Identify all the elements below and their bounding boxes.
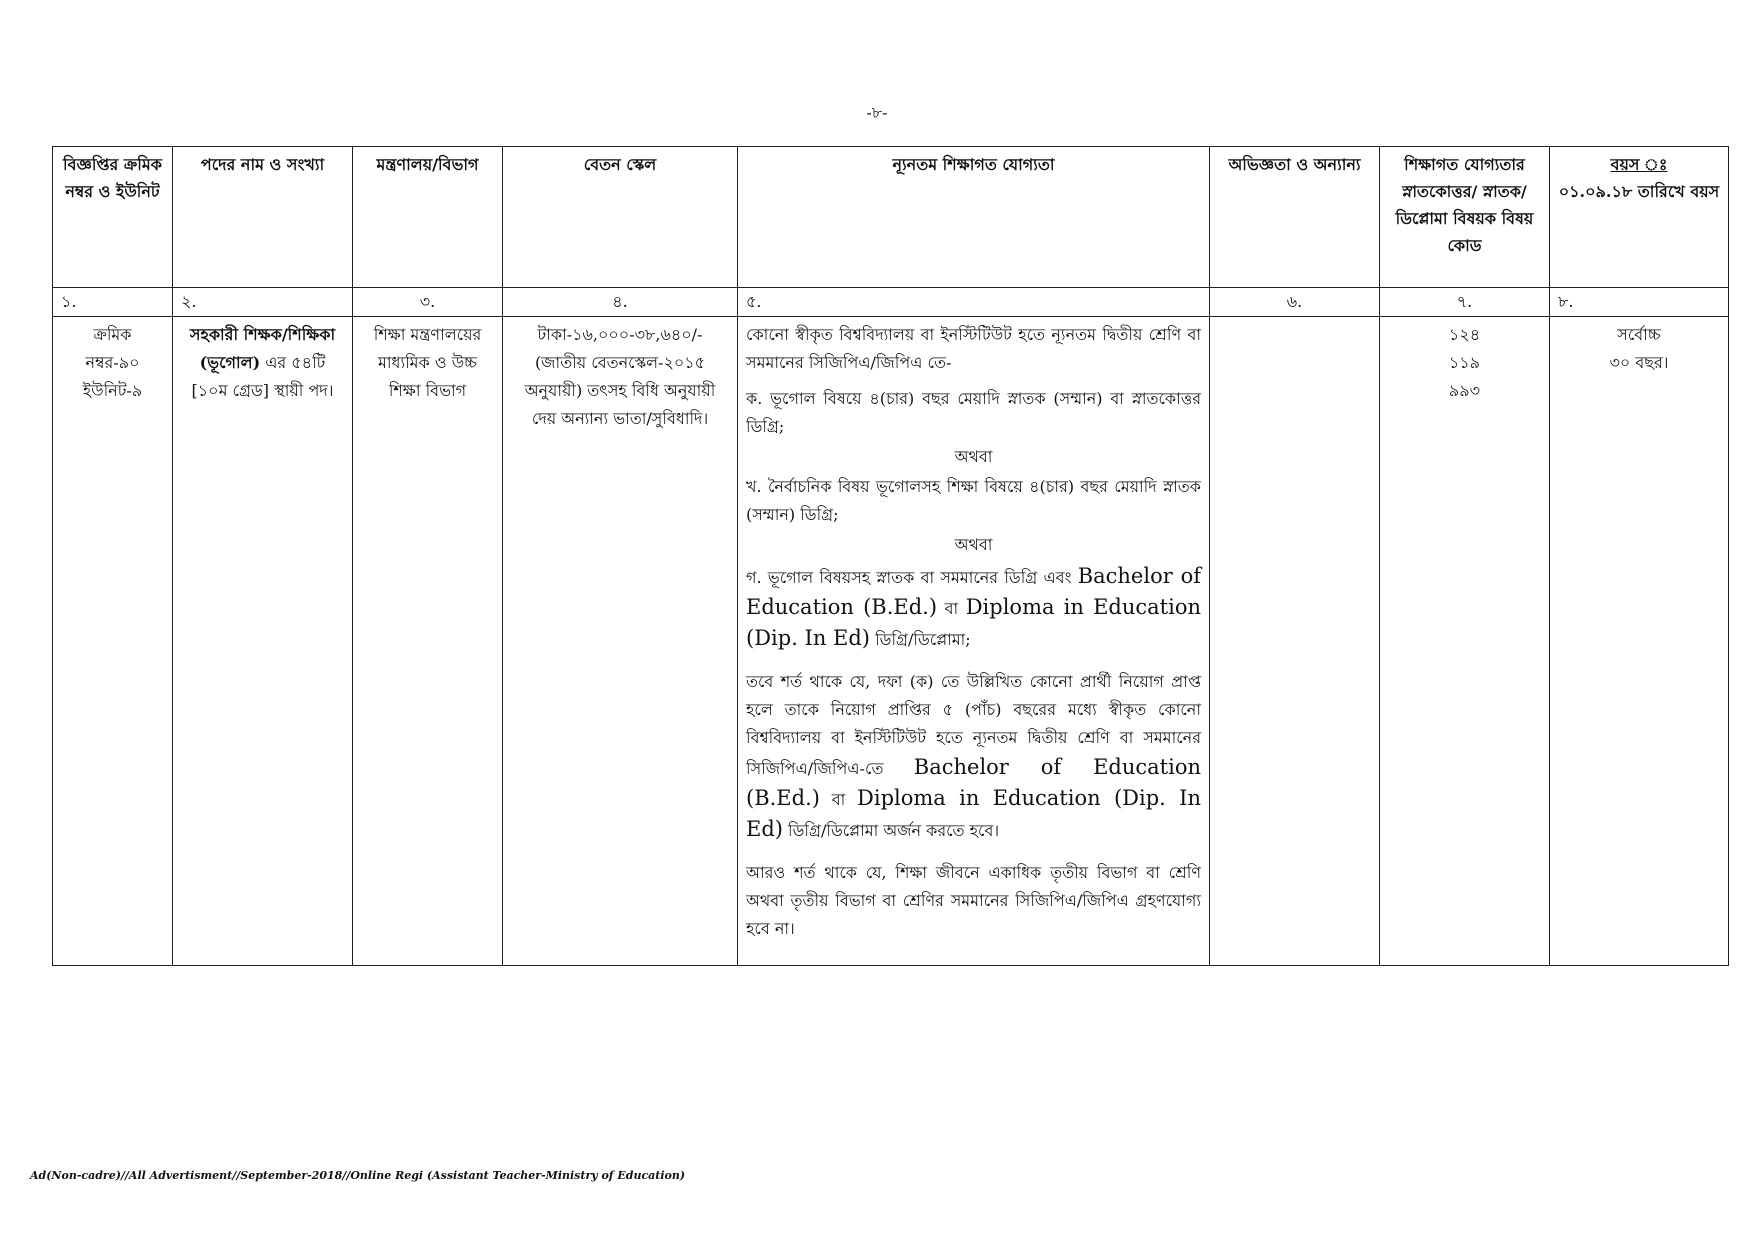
column-number-8: ৮. (1550, 288, 1729, 317)
age-limit: ৩০ বছর। (1609, 353, 1669, 372)
serial-line: ক্রমিক (93, 325, 132, 344)
post-name-cell (173, 317, 353, 966)
column-number-row (53, 288, 1729, 317)
header-post-name: পদের নাম ও সংখ্যা (173, 147, 353, 288)
or-separator: অথবা (954, 447, 993, 466)
serial-number: নম্বর-৯০ (85, 353, 140, 372)
column-number-3: ৩. (353, 288, 503, 317)
option-c-diploma: Diploma in Education (Dip. In Ed) (746, 595, 1201, 650)
option-c-bed: Bachelor of Education (B.Ed.) (746, 564, 1201, 619)
ministry-cell: শিক্ষা মন্ত্রণালয়ের মাধ্যমিক ও উচ্চ শিক্ষা বিভাগ (353, 317, 503, 966)
column-number-4: ৪. (503, 288, 738, 317)
condition-first (746, 668, 1201, 845)
serial-unit-cell (53, 317, 173, 966)
advertisement-table (52, 146, 1729, 966)
pay-scale-cell: টাকা-১৬,০০০-৩৮,৬৪০/- (জাতীয় বেতনস্কেল-২০১৫ অনুযায়ী) তৎসহ বিধি অনুযায়ী দেয় অন্যান্য ভাতা/সুবিধাদি। (503, 317, 738, 966)
page-number: -৮- (866, 103, 888, 122)
header-age (1550, 147, 1729, 288)
column-number-1: ১. (53, 288, 173, 317)
header-experience: অভিজ্ঞতা ও অন্যান্য (1210, 147, 1380, 288)
subject-code-cell (1380, 317, 1550, 966)
post-count: এর ৫৪টি [১০ম গ্রেড] স্থায়ী পদ। (191, 353, 334, 400)
header-subject-code: শিক্ষাগত যোগ্যতার স্নাতকোত্তর/ স্নাতক/ ডিপ্লোমা বিষয়ক বিষয় কোড (1380, 147, 1550, 288)
header-ministry: মন্ত্রণালয়/বিভাগ (353, 147, 503, 288)
header-qualification: ন্যূনতম শিক্ষাগত যোগ্যতা (738, 147, 1210, 288)
subject-code: ৯৯৩ (1448, 381, 1481, 400)
footer-reference: Ad(Non-cadre)//All Advertisment//September-2018//Online Regi (Assistant Teacher-Ministry of Education) (30, 1169, 686, 1182)
qualification-cell (738, 317, 1210, 966)
option-c-or-word: বা (937, 599, 966, 618)
column-number-6: ৬. (1210, 288, 1380, 317)
experience-cell (1210, 317, 1380, 966)
header-serial-unit: বিজ্ঞপ্তির ক্রমিক নম্বর ও ইউনিট (53, 147, 173, 288)
option-c-bengali: গ. ভূগোল বিষয়সহ স্নাতক বা সমমানের ডিগ্রি এবং (746, 568, 1072, 587)
post-title: সহকারী শিক্ষক/শিক্ষিকা (ভূগোল) (189, 325, 336, 372)
qualification-option-c (746, 561, 1201, 654)
unit-number: ইউনিট-৯ (82, 381, 143, 400)
column-number-7: ৭. (1380, 288, 1550, 317)
table-row (53, 317, 1729, 966)
age-label: সর্বোচ্চ (1617, 325, 1661, 344)
qualification-intro: কোনো স্বীকৃত বিশ্ববিদ্যালয় বা ইনস্টিটিউট হতে ন্যূনতম দ্বিতীয় শ্রেণি বা সমমানের সিজিপিএ/জিপিএ তে- (746, 325, 1201, 372)
subject-code: ১২৪ (1448, 325, 1481, 344)
condition-second: আরও শর্ত থাকে যে, শিক্ষা জীবনে একাধিক তৃতীয় বিভাগ বা শ্রেণি অথবা তৃতীয় বিভাগ বা শ্রেণির সমমানের সিজিপিএ/জিপিএ গ্রহণযোগ্য হবে না। (746, 863, 1201, 938)
condition-first-bengali: তবে শর্ত থাকে যে, দফা (ক) তে উল্লিখিত কোনো প্রার্থী নিয়োগ প্রাপ্ত হলে তাকে নিয়োগ প্রাপ্তির ৫ (পাঁচ) বছরের মধ্যে স্বীকৃত কোনো বিশ্ববিদ্যালয় বা ইনস্টিটিউট হতে ন্যূনতম দ্বিতীয় শ্রেণি বা সমমানের সিজিপিএ/জিপিএ-তে (746, 672, 1201, 778)
condition-first-bed: Bachelor of Education (B.Ed.) (746, 755, 1202, 810)
qualification-option-b: খ. নৈর্বাচনিক বিষয় ভূগোলসহ শিক্ষা বিষয়ে ৪(চার) বছর মেয়াদি স্নাতক (সম্মান) ডিগ্রি; (746, 477, 1201, 524)
option-c-tail: ডিগ্রি/ডিপ্লোমা; (870, 630, 971, 649)
column-number-2: ২. (173, 288, 353, 317)
header-pay-scale: বেতন স্কেল (503, 147, 738, 288)
header-age-title: বয়স ঃ (1610, 155, 1668, 174)
subject-code: ১১৯ (1448, 353, 1481, 372)
column-number-5: ৫. (738, 288, 1210, 317)
age-cell (1550, 317, 1729, 966)
or-separator: অথবা (954, 535, 993, 554)
header-row (53, 147, 1729, 288)
condition-first-or-word: বা (819, 790, 858, 809)
condition-first-tail: ডিগ্রি/ডিপ্লোমা অর্জন করতে হবে। (782, 821, 1000, 840)
header-age-sub: ০১.০৯.১৮ তারিখে বয়স (1558, 182, 1720, 201)
condition-first-diploma: Diploma in Education (Dip. In Ed) (746, 786, 1201, 841)
qualification-option-a: ক. ভূগোল বিষয়ে ৪(চার) বছর মেয়াদি স্নাতক (সম্মান) বা স্নাতকোত্তর ডিগ্রি; (746, 389, 1201, 436)
